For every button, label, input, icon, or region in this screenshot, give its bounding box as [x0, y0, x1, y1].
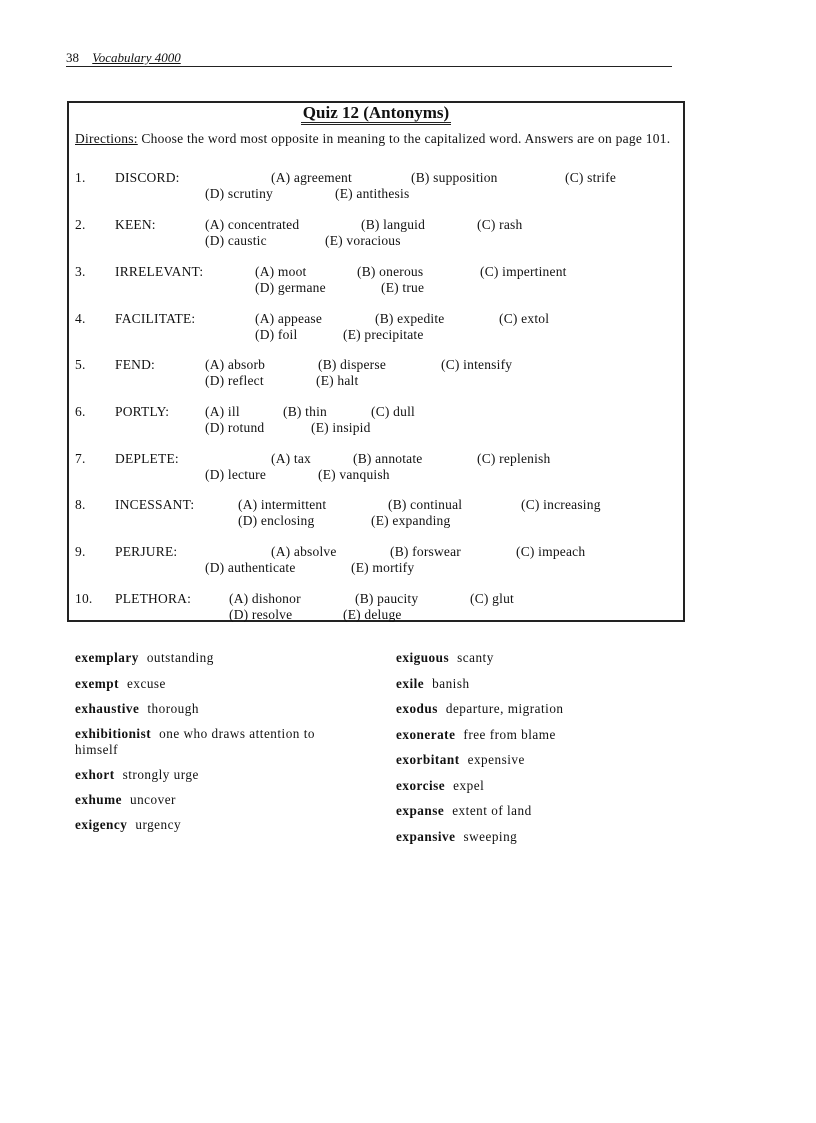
question-number: 5.: [75, 357, 86, 372]
directions-text: Choose the word most opposite in meaning to the capitalized word. Answers are on page 101.: [137, 131, 671, 146]
question-1: [75, 170, 681, 206]
choice-d: (D) enclosing: [238, 513, 315, 528]
question-word: FACILITATE:: [115, 311, 196, 326]
choice-d: (D) foil: [255, 327, 298, 342]
def-meaning: thorough: [147, 701, 199, 716]
choice-c: (C) glut: [470, 591, 514, 606]
question-number: 7.: [75, 451, 86, 466]
def-meaning: departure, migration: [445, 701, 564, 716]
definition-item: [75, 726, 320, 758]
choice-d: (D) resolve: [229, 607, 293, 622]
def-meaning: banish: [432, 676, 470, 691]
choice-a: (A) intermittent: [238, 497, 327, 512]
choice-a: (A) absorb: [205, 357, 266, 372]
choice-e: (E) halt: [316, 373, 359, 388]
definition-item: [75, 792, 176, 808]
def-word: exhume: [75, 792, 122, 807]
def-word: exorcise: [396, 778, 446, 793]
choice-d: (D) scrutiny: [205, 186, 274, 201]
choice-d: (D) rotund: [205, 420, 265, 435]
choice-d: (D) lecture: [205, 467, 267, 482]
definitions-right: [396, 650, 686, 850]
quiz-box: [67, 101, 685, 622]
def-meaning: one who draws attention to himself: [75, 726, 315, 757]
question-number: 2.: [75, 217, 86, 232]
choice-d: (D) authenticate: [205, 560, 296, 575]
choice-b: (B) disperse: [318, 357, 387, 372]
def-word: exemplary: [75, 650, 139, 665]
choice-d: (D) germane: [255, 280, 326, 295]
question-number: 6.: [75, 404, 86, 419]
choice-c: (C) strife: [565, 170, 617, 185]
def-word: exigency: [75, 817, 128, 832]
def-meaning: free from blame: [463, 727, 556, 742]
def-meaning: sweeping: [463, 829, 518, 844]
def-meaning: excuse: [127, 676, 166, 691]
choice-c: (C) increasing: [521, 497, 601, 512]
choice-b: (B) supposition: [411, 170, 498, 185]
question-word: KEEN:: [115, 217, 156, 232]
choice-b: (B) annotate: [353, 451, 423, 466]
definition-item: [396, 650, 494, 666]
choice-c: (C) impeach: [516, 544, 586, 559]
page-number: 38: [66, 50, 79, 65]
def-meaning: urgency: [135, 817, 182, 832]
choice-a: (A) dishonor: [229, 591, 301, 606]
question-4: [75, 311, 681, 347]
question-5: [75, 357, 681, 393]
choice-e: (E) precipitate: [343, 327, 424, 342]
choice-e: (E) mortify: [351, 560, 415, 575]
question-7: [75, 451, 681, 487]
question-word: INCESSANT:: [115, 497, 195, 512]
choice-c: (C) intensify: [441, 357, 513, 372]
definition-item: [396, 727, 556, 743]
question-number: 8.: [75, 497, 86, 512]
definition-item: [75, 817, 181, 833]
choice-d: (D) caustic: [205, 233, 267, 248]
choice-a: (A) ill: [205, 404, 240, 419]
def-meaning: extent of land: [452, 803, 532, 818]
choice-c: (C) impertinent: [480, 264, 567, 279]
choice-e: (E) true: [381, 280, 425, 295]
question-6: [75, 404, 681, 440]
def-word: exhaustive: [75, 701, 140, 716]
choice-d: (D) reflect: [205, 373, 264, 388]
question-number: 10.: [75, 591, 93, 606]
definition-item: [396, 778, 484, 794]
quiz-directions: [75, 130, 681, 147]
quiz-title: Quiz 12 (Antonyms): [69, 103, 683, 123]
question-word: PLETHORA:: [115, 591, 192, 606]
choice-e: (E) deluge: [343, 607, 402, 622]
question-word: PERJURE:: [115, 544, 178, 559]
choice-c: (C) extol: [499, 311, 550, 326]
definition-item: [75, 650, 214, 666]
directions-label: Directions:: [75, 131, 138, 146]
question-word: DISCORD:: [115, 170, 180, 185]
def-word: exile: [396, 676, 425, 691]
page-header: [66, 50, 672, 67]
question-number: 1.: [75, 170, 86, 185]
question-number: 9.: [75, 544, 86, 559]
def-meaning: strongly urge: [122, 767, 199, 782]
choice-e: (E) vanquish: [318, 467, 390, 482]
def-meaning: scanty: [457, 650, 494, 665]
question-word: DEPLETE:: [115, 451, 179, 466]
definition-item: [75, 701, 199, 717]
choice-a: (A) tax: [271, 451, 312, 466]
question-number: 3.: [75, 264, 86, 279]
choice-b: (B) languid: [361, 217, 426, 232]
question-3: [75, 264, 681, 300]
definition-item: [396, 829, 517, 845]
question-number: 4.: [75, 311, 86, 326]
choice-c: (C) dull: [371, 404, 415, 419]
definition-item: [396, 676, 470, 692]
question-word: FEND:: [115, 357, 156, 372]
definition-item: [396, 701, 564, 717]
def-meaning: uncover: [129, 792, 176, 807]
choice-a: (A) moot: [255, 264, 307, 279]
def-word: exempt: [75, 676, 120, 691]
definition-item: [75, 676, 166, 692]
def-word: exhort: [75, 767, 115, 782]
definition-item: [75, 767, 199, 783]
choice-c: (C) replenish: [477, 451, 551, 466]
book-title: Vocabulary 4000: [92, 50, 181, 65]
def-meaning: outstanding: [146, 650, 214, 665]
def-word: exhibitionist: [75, 726, 152, 741]
def-word: exodus: [396, 701, 438, 716]
question-word: IRRELEVANT:: [115, 264, 204, 279]
def-word: exiguous: [396, 650, 450, 665]
choice-a: (A) appease: [255, 311, 323, 326]
choice-a: (A) absolve: [271, 544, 337, 559]
definition-item: [396, 752, 525, 768]
question-8: [75, 497, 681, 533]
def-meaning: expensive: [467, 752, 525, 767]
question-2: [75, 217, 681, 253]
choice-b: (B) paucity: [355, 591, 419, 606]
def-word: exonerate: [396, 727, 456, 742]
question-9: [75, 544, 681, 580]
def-meaning: expel: [453, 778, 485, 793]
choice-e: (E) insipid: [311, 420, 371, 435]
def-word: exorbitant: [396, 752, 460, 767]
choice-a: (A) agreement: [271, 170, 352, 185]
definitions-left: [75, 650, 365, 850]
question-10: [75, 591, 681, 627]
choice-b: (B) forswear: [390, 544, 461, 559]
choice-e: (E) expanding: [371, 513, 451, 528]
choice-e: (E) antithesis: [335, 186, 410, 201]
choice-b: (B) thin: [283, 404, 327, 419]
definition-item: [396, 803, 532, 819]
choice-b: (B) onerous: [357, 264, 424, 279]
def-word: expanse: [396, 803, 445, 818]
choice-e: (E) voracious: [325, 233, 401, 248]
choice-b: (B) expedite: [375, 311, 445, 326]
question-word: PORTLY:: [115, 404, 170, 419]
choice-c: (C) rash: [477, 217, 523, 232]
choice-a: (A) concentrated: [205, 217, 300, 232]
choice-b: (B) continual: [388, 497, 463, 512]
def-word: expansive: [396, 829, 456, 844]
